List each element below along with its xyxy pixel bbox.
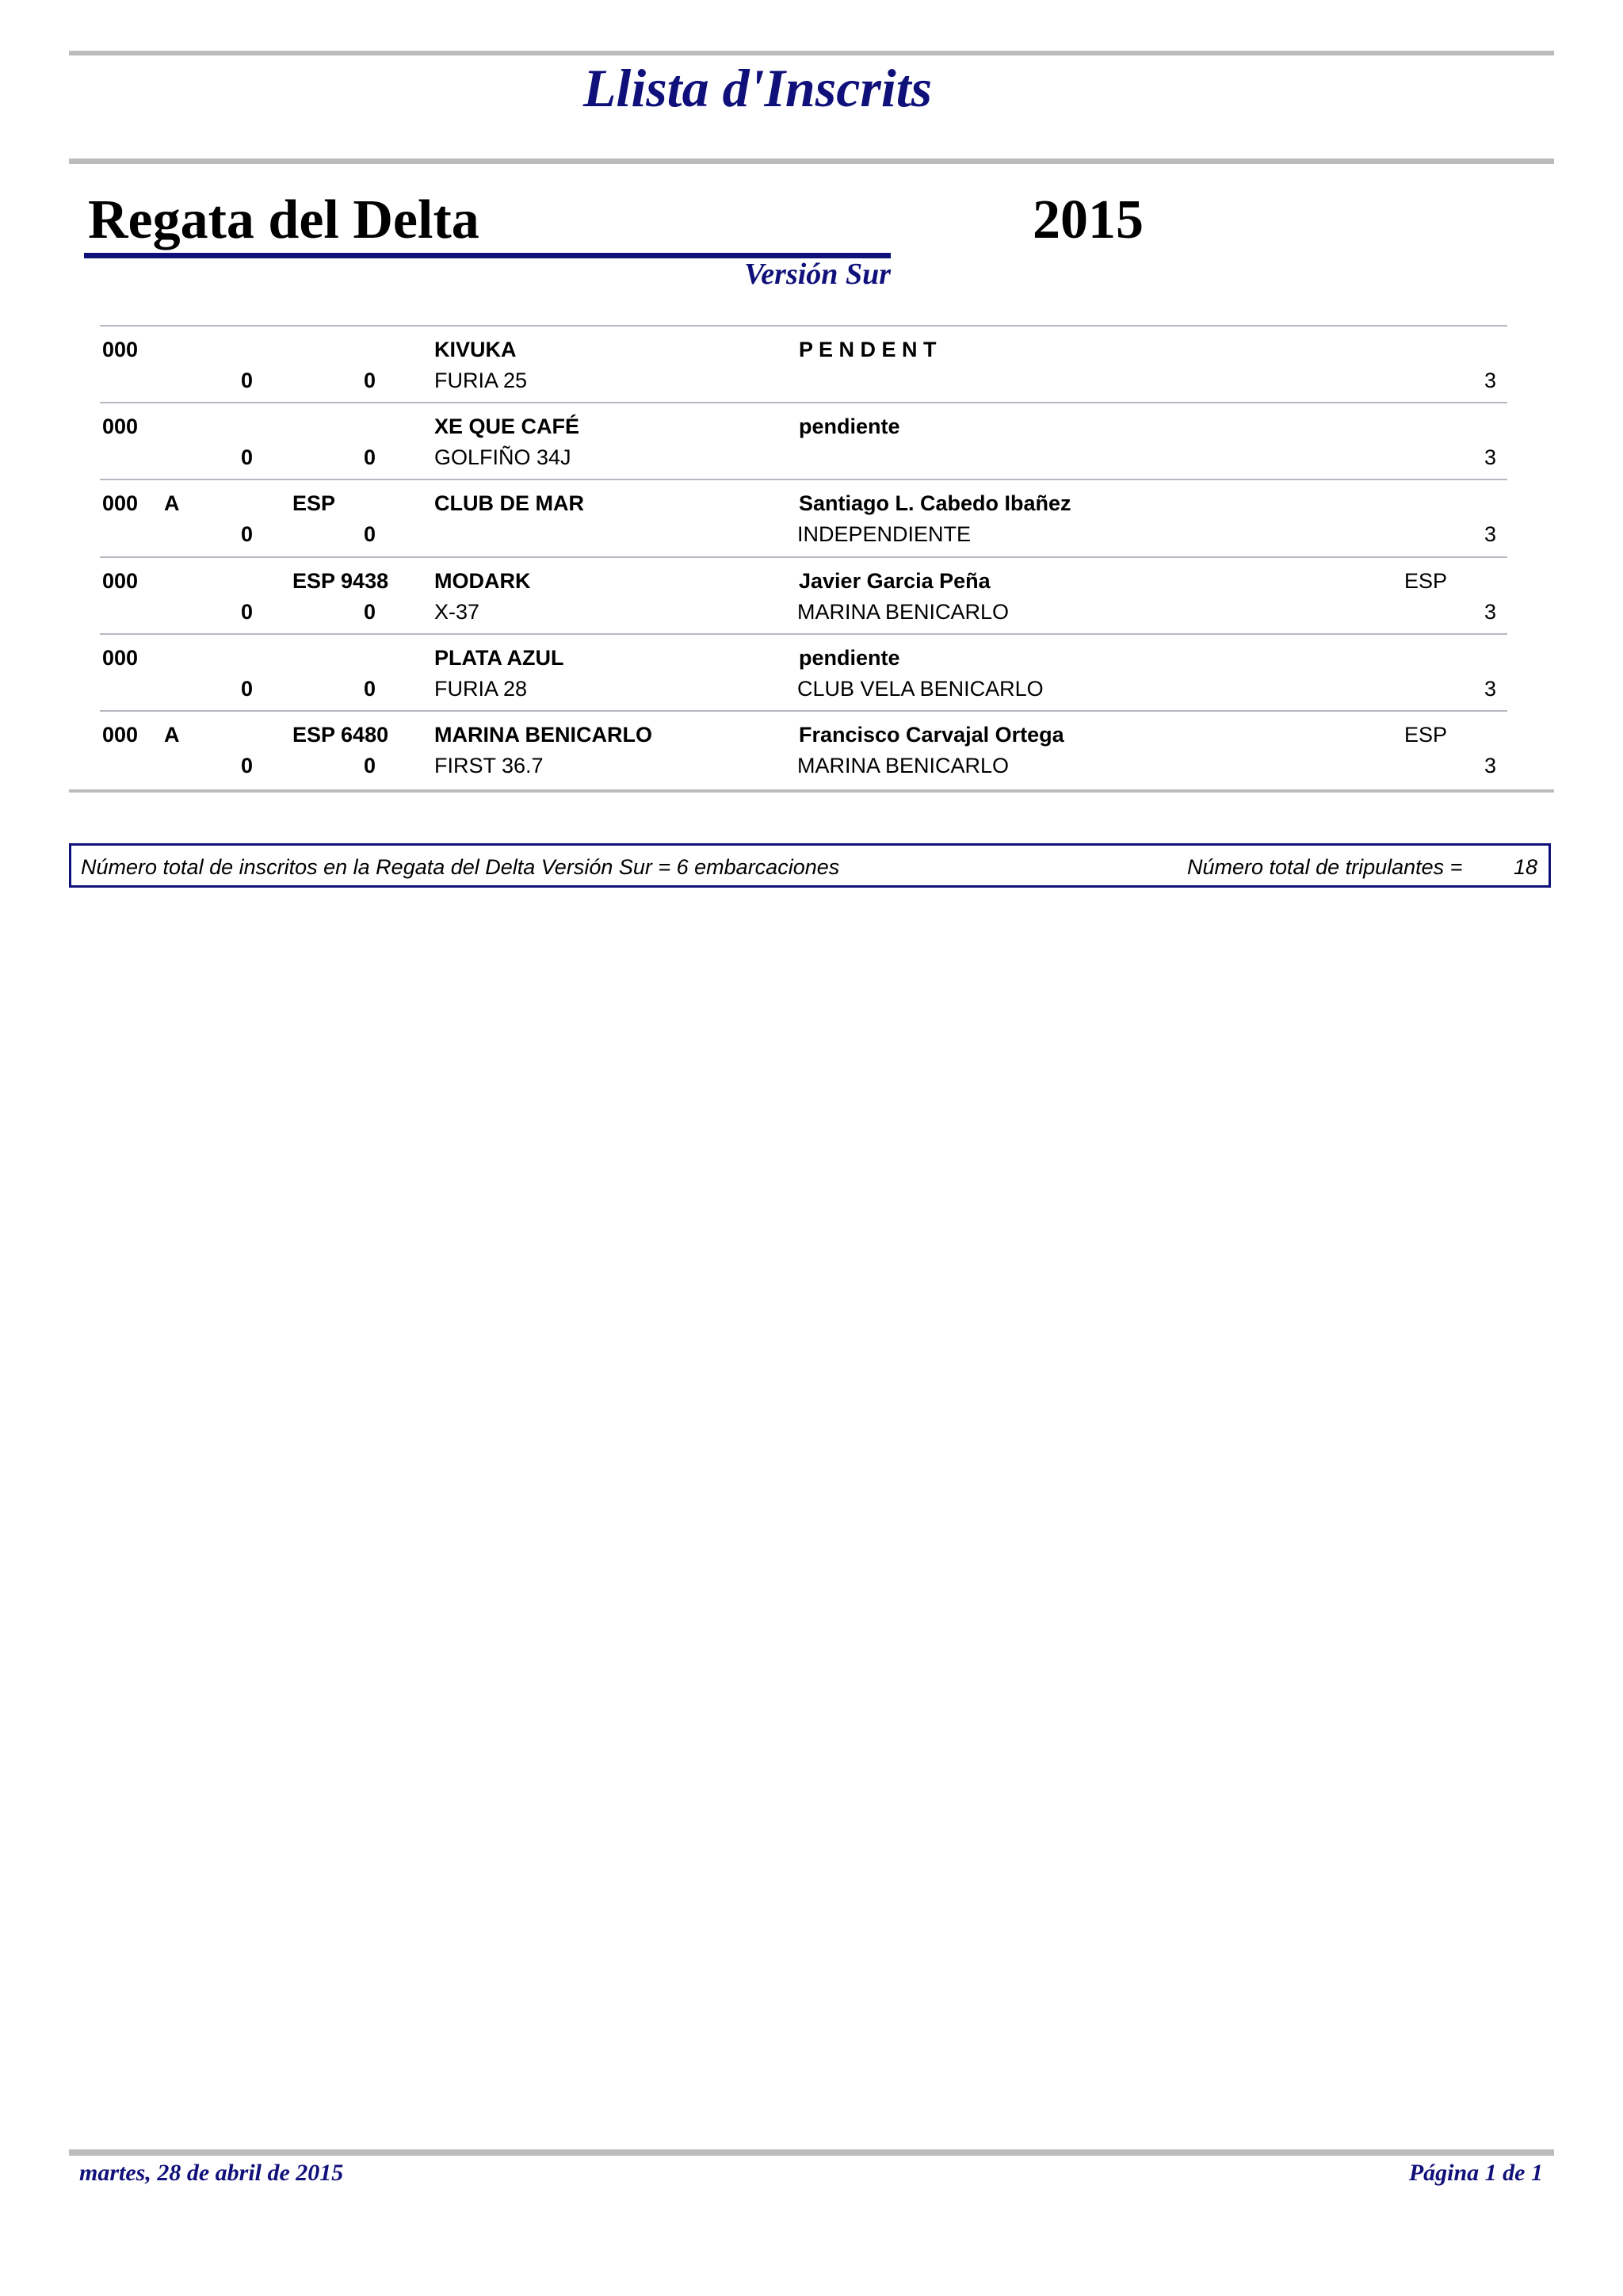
entry-boat: CLUB DE MAR [434, 491, 584, 515]
entry-model: X-37 [434, 600, 480, 624]
entry-num: 000 [102, 491, 139, 515]
entry-crew: 3 [1484, 600, 1496, 624]
entry-boat: XE QUE CAFÉ [434, 415, 580, 438]
row-separator [100, 633, 1507, 635]
entry-num: 000 [102, 415, 139, 438]
entry-v1: 0 [241, 369, 254, 392]
entry-nat: ESP [1404, 569, 1448, 593]
entry-skipper: Francisco Carvajal Ortega [799, 723, 1064, 747]
summary-crew-label: Número total de tripulantes = [1187, 855, 1463, 879]
entry-v1: 0 [241, 445, 254, 469]
entry-skipper: P E N D E N T [799, 338, 937, 361]
entry-crew: 3 [1484, 445, 1496, 469]
entry-crew: 3 [1484, 677, 1496, 701]
entry-skipper: pendiente [799, 415, 900, 438]
entry-sail: ESP [292, 491, 336, 515]
entry-v2: 0 [364, 369, 376, 392]
row-separator [100, 556, 1507, 558]
entry-class: A [164, 723, 180, 747]
entry-boat: KIVUKA [434, 338, 517, 361]
entry-club: MARINA BENICARLO [797, 600, 1010, 624]
entry-model: GOLFIÑO 34J [434, 445, 571, 469]
entry-model: FURIA 25 [434, 369, 528, 392]
event-year: 2015 [1033, 189, 1144, 250]
page-title: Llista d'Inscrits [582, 58, 933, 118]
summary-total-boats: Número total de inscritos en la Regata del Delta Versión Sur = 6 embarcaciones [81, 855, 840, 879]
summary-crew-value: 18 [1514, 855, 1538, 879]
entry-boat: PLATA AZUL [434, 646, 564, 670]
entry-skipper: Santiago L. Cabedo Ibañez [799, 491, 1071, 515]
entry-v2: 0 [364, 677, 376, 701]
entry-num: 000 [102, 338, 139, 361]
summary-box [69, 843, 1551, 888]
entry-sail: ESP 6480 [292, 723, 389, 747]
footer-date: martes, 28 de abril de 2015 [79, 2160, 344, 2186]
entry-row [100, 710, 1507, 787]
entry-crew: 3 [1484, 369, 1496, 392]
entry-v2: 0 [364, 445, 376, 469]
entry-crew: 3 [1484, 522, 1496, 546]
entry-club: MARINA BENICARLO [797, 754, 1010, 777]
entry-boat: MODARK [434, 569, 531, 593]
event-subtitle: Versión Sur [744, 258, 891, 291]
top-rule [69, 51, 1554, 55]
entry-row [100, 325, 1507, 402]
entry-row [100, 402, 1507, 479]
entry-club: CLUB VELA BENICARLO [797, 677, 1044, 701]
entry-v2: 0 [364, 522, 376, 546]
list-bottom-rule [69, 789, 1554, 793]
footer-rule [69, 2149, 1554, 2156]
entry-v1: 0 [241, 600, 254, 624]
entry-num: 000 [102, 569, 139, 593]
entry-sail: ESP 9438 [292, 569, 389, 593]
entry-class: A [164, 491, 180, 515]
event-name: Regata del Delta [88, 189, 479, 250]
entry-skipper: pendiente [799, 646, 900, 670]
entry-v1: 0 [241, 522, 254, 546]
entry-v1: 0 [241, 677, 254, 701]
entry-club: INDEPENDIENTE [797, 522, 972, 546]
row-separator [100, 325, 1507, 327]
entry-num: 000 [102, 723, 139, 747]
title-rule [69, 159, 1554, 164]
row-separator [100, 710, 1507, 712]
footer-page: Página 1 de 1 [1408, 2160, 1543, 2186]
row-separator [100, 402, 1507, 403]
entry-nat: ESP [1404, 723, 1448, 747]
entry-boat: MARINA BENICARLO [434, 723, 652, 747]
entry-crew: 3 [1484, 754, 1496, 777]
entry-model: FURIA 28 [434, 677, 528, 701]
entry-row [100, 479, 1507, 556]
row-separator [100, 479, 1507, 480]
entry-row [100, 633, 1507, 710]
entry-v1: 0 [241, 754, 254, 777]
entry-skipper: Javier Garcia Peña [799, 569, 991, 593]
entry-v2: 0 [364, 600, 376, 624]
entry-v2: 0 [364, 754, 376, 777]
entry-row [100, 556, 1507, 633]
entry-model: FIRST 36.7 [434, 754, 544, 777]
entry-num: 000 [102, 646, 139, 670]
